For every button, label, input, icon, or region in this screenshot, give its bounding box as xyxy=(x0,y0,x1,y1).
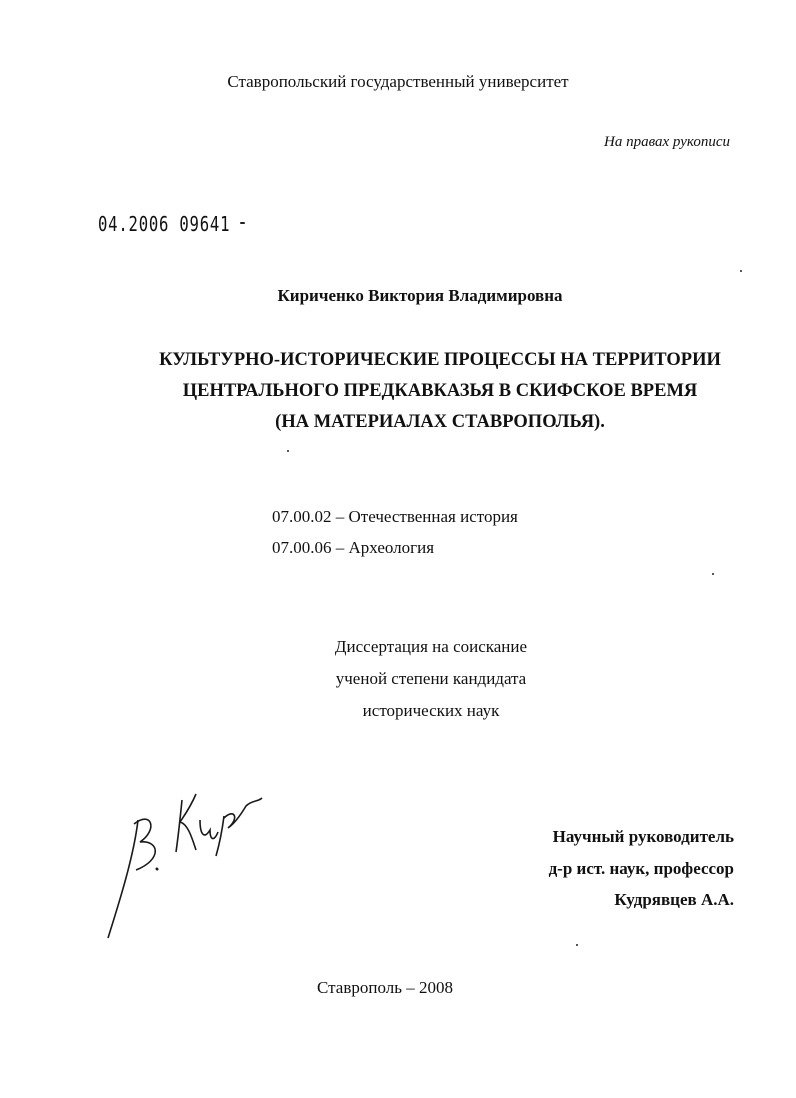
thesis-line: исторических наук xyxy=(362,701,500,720)
manuscript-note: На правах рукописи xyxy=(604,134,730,150)
supervisor-degree: д-р ист. наук, профессор xyxy=(548,858,734,878)
title-line: КУЛЬТУРНО-ИСТОРИЧЕСКИЕ ПРОЦЕССЫ НА ТЕРРИТОРИИ xyxy=(159,350,721,370)
dissertation-title xyxy=(0,345,796,438)
thesis-line: Диссертация на соискание xyxy=(334,637,528,656)
city-year: Ставрополь – 2008 xyxy=(317,978,453,997)
title-line: (НА МАТЕРИАЛАХ СТАВРОПОЛЬЯ). xyxy=(275,412,605,432)
supervisor-role: Научный руководитель xyxy=(552,827,734,846)
scan-speck xyxy=(240,222,245,224)
specialty-line: 07.00.02 – Отечественная история xyxy=(272,507,518,526)
thesis-line: ученой степени кандидата xyxy=(335,669,527,688)
thesis-description xyxy=(0,631,796,727)
scan-speck xyxy=(576,944,578,946)
scan-speck xyxy=(740,270,742,272)
university-name: Ставропольский государственный университет xyxy=(227,72,569,91)
author-name: Кириченко Виктория Владимировна xyxy=(277,286,563,305)
handwritten-signature xyxy=(100,760,280,950)
supervisor-block xyxy=(549,821,734,916)
scan-speck xyxy=(287,450,289,452)
specialty-line: 07.00.06 – Археология xyxy=(272,538,435,557)
title-line: ЦЕНТРАЛЬНОГО ПРЕДКАВКАЗЬЯ В СКИФСКОЕ ВРЕМЯ xyxy=(182,381,698,401)
supervisor-name: Кудрявцев А.А. xyxy=(614,890,734,909)
registry-stamp: 04.2006 09641 xyxy=(98,212,231,236)
scan-speck xyxy=(712,573,714,575)
